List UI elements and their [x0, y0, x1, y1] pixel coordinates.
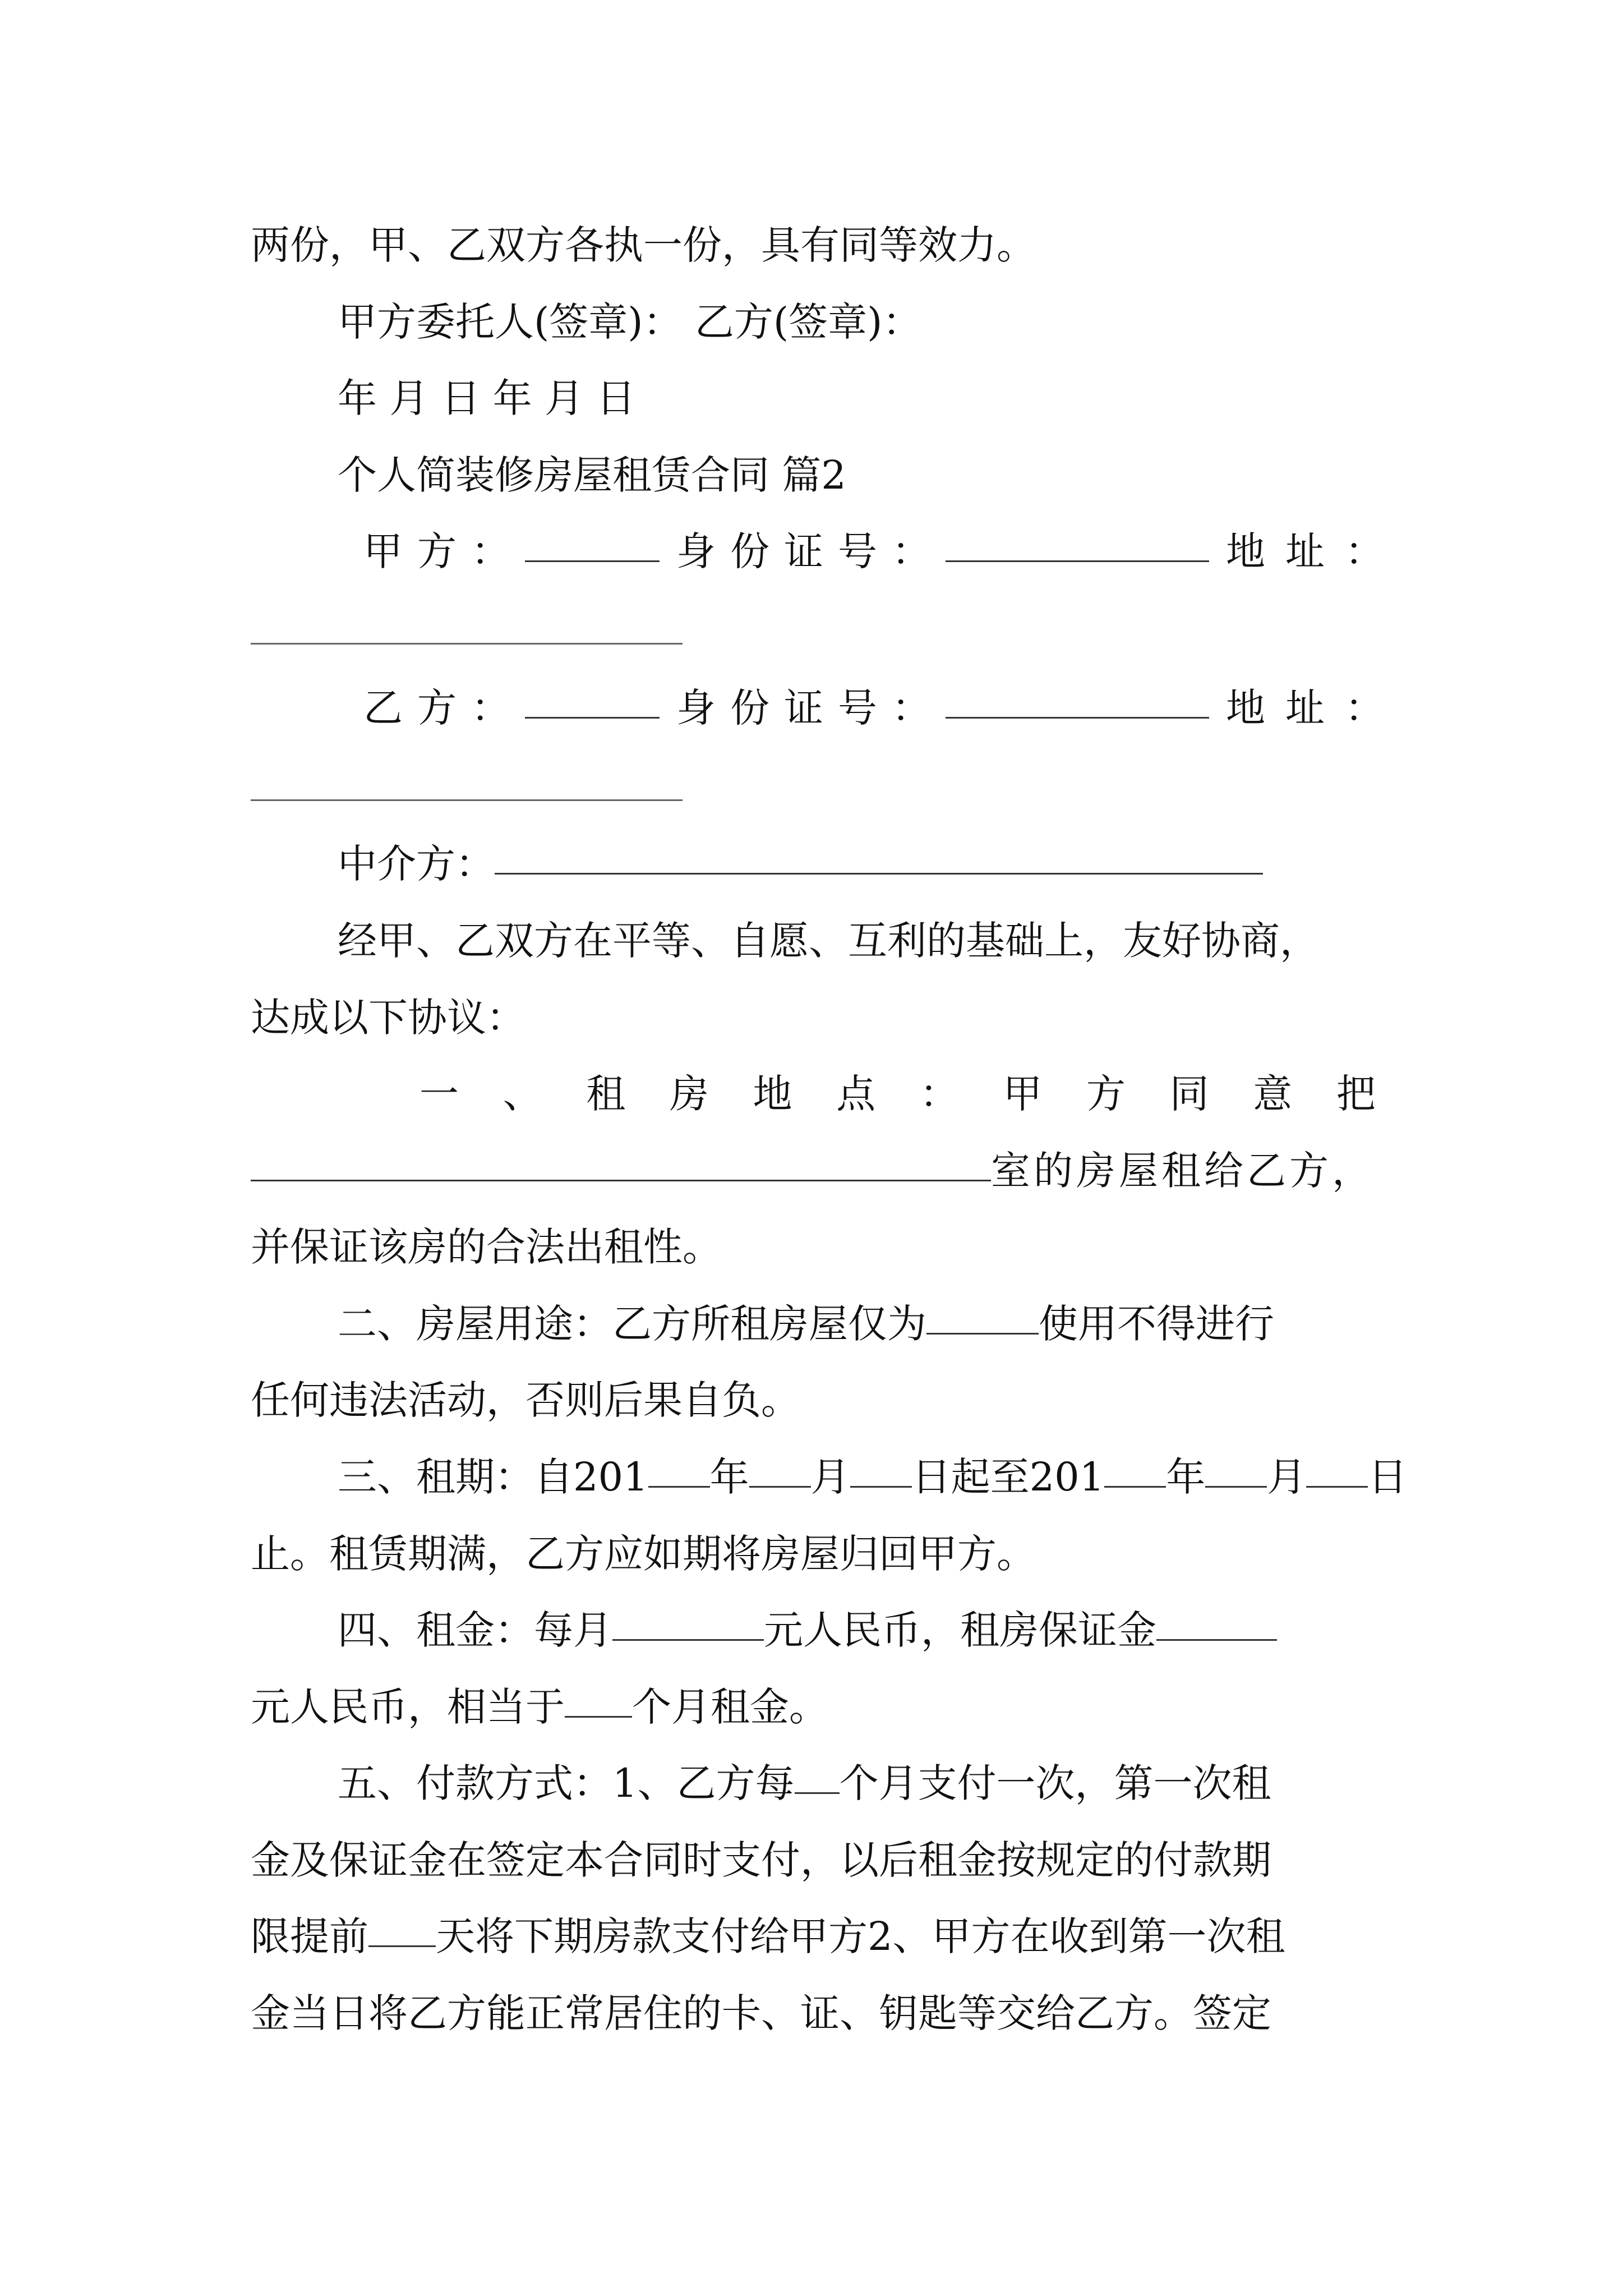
party-a-id-blank — [946, 523, 1209, 562]
party-b-id-blank — [946, 680, 1209, 719]
clause-5-line-3 — [251, 1908, 1285, 1964]
party-b-address-label: 地址： — [1226, 685, 1404, 731]
party-b-id-label: 身份证号： — [676, 685, 946, 731]
text: 四、租金：每月 — [338, 1607, 612, 1653]
char: 方 — [1086, 1071, 1126, 1117]
date-line: 年 月 日 年 月 日 — [338, 375, 636, 421]
char: ： — [919, 1071, 959, 1117]
party-b-name-blank — [525, 680, 660, 719]
year-blank — [648, 1449, 710, 1488]
text-line: 金当日将乙方能正常居住的卡、证、钥匙等交给乙方。签定 — [251, 1990, 1271, 2036]
month-blank — [749, 1449, 811, 1488]
text-line: 金及保证金在签定本合同时支付，以后租金按规定的付款期 — [251, 1837, 1271, 1883]
text: 限提前 — [251, 1913, 368, 1959]
party-a-address-blank — [251, 643, 683, 645]
period-blank — [795, 1755, 840, 1794]
clause-2-line — [338, 1296, 1274, 1352]
months-blank — [565, 1679, 632, 1718]
party-a-line — [363, 523, 1404, 579]
text: 日起至201 — [911, 1454, 1105, 1500]
char: 甲 — [1003, 1071, 1043, 1117]
room-blank — [251, 1143, 991, 1181]
char: 把 — [1336, 1071, 1376, 1117]
text-line: 两份，甲、乙双方各执一份，具有同等效力。 — [251, 222, 1036, 268]
section-title: 个人简装修房屋租赁合同 篇2 — [338, 452, 846, 498]
text-line: 经甲、乙双方在平等、自愿、互利的基础上，友好协商， — [338, 918, 1319, 964]
char: 一 — [419, 1071, 459, 1117]
text: 日 — [1368, 1454, 1408, 1500]
text-line: 达成以下协议： — [251, 995, 525, 1041]
party-b-label: 乙方： — [363, 685, 525, 731]
text-line: 并保证该房的合法出租性。 — [251, 1224, 722, 1270]
deposit-blank — [1156, 1602, 1277, 1641]
clause-4-line-2 — [251, 1679, 828, 1735]
year-blank — [1104, 1449, 1166, 1488]
text: 个月租金。 — [632, 1684, 828, 1730]
char: 意 — [1253, 1071, 1293, 1117]
text: 年 — [709, 1454, 749, 1500]
char: 地 — [753, 1071, 792, 1117]
party-a-id-label: 身份证号： — [676, 528, 946, 574]
days-blank — [368, 1908, 436, 1947]
use-blank — [926, 1296, 1039, 1335]
char: 点 — [836, 1071, 876, 1117]
text: 天将下期房款支付给甲方2、甲方在收到第一次租 — [436, 1913, 1285, 1959]
text: 元人民币，租房保证金 — [764, 1607, 1156, 1653]
party-b-line — [363, 680, 1404, 736]
clause-1-line-2 — [251, 1143, 1375, 1199]
party-a-label: 甲方： — [363, 528, 525, 574]
text: 三、租期：自201 — [338, 1454, 648, 1500]
text: 个月支付一次，第一次租 — [839, 1760, 1271, 1806]
clause-3-line — [338, 1449, 1407, 1505]
month-blank — [1205, 1449, 1267, 1488]
rent-blank — [612, 1602, 764, 1641]
text: 元人民币，相当于 — [251, 1684, 565, 1730]
text: 年 — [1166, 1454, 1206, 1500]
char: 、 — [502, 1071, 542, 1117]
clause-5-line — [338, 1755, 1271, 1811]
day-blank — [1306, 1449, 1368, 1488]
signature-line: 甲方委托人(签章)： 乙方(签章)： — [338, 299, 922, 345]
text: 使用不得进行 — [1039, 1301, 1274, 1347]
char: 房 — [669, 1071, 709, 1117]
clause-1-line — [419, 1066, 1376, 1122]
char: 同 — [1169, 1071, 1209, 1117]
text: 月 — [1267, 1454, 1307, 1500]
day-blank — [850, 1449, 912, 1488]
text: 室的房屋租给乙方， — [991, 1148, 1375, 1194]
party-a-name-blank — [525, 523, 660, 562]
clause-4-line — [338, 1602, 1277, 1658]
agent-blank — [495, 836, 1263, 875]
agent-label: 中介方： — [338, 841, 495, 887]
text-line: 任何违法活动，否则后果自负。 — [251, 1377, 800, 1423]
text: 二、房屋用途：乙方所租房屋仅为 — [338, 1301, 926, 1347]
party-a-address-label: 地址： — [1226, 528, 1404, 574]
text-line: 止。租赁期满，乙方应如期将房屋归回甲方。 — [251, 1531, 1036, 1577]
party-b-address-blank — [251, 799, 683, 801]
text: 月 — [810, 1454, 850, 1500]
text: 五、付款方式：1、乙方每 — [338, 1760, 795, 1806]
agent-line — [338, 836, 1263, 892]
char: 租 — [586, 1071, 626, 1117]
